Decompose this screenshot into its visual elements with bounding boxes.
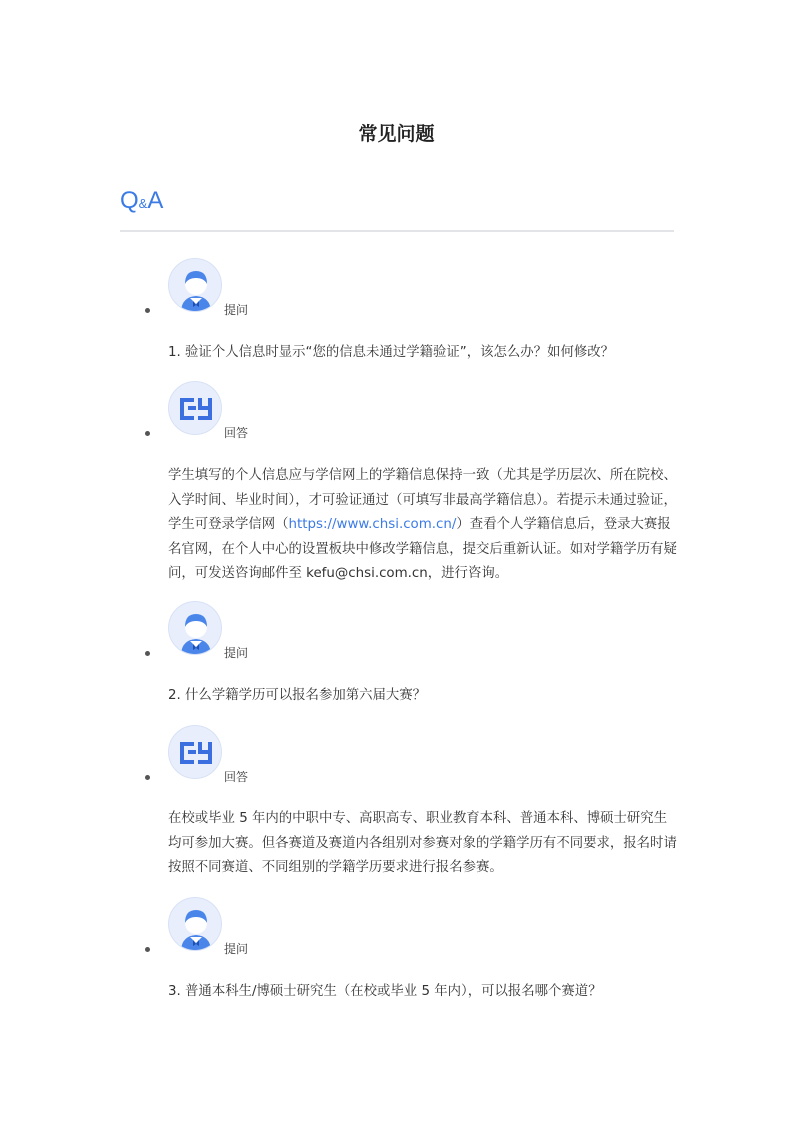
divider <box>120 230 674 232</box>
user-avatar-icon <box>168 258 222 312</box>
list-bullet <box>145 431 150 436</box>
chsi-logo-icon <box>168 725 222 779</box>
question-text: 1. 验证个人信息时显示“您的信息未通过学籍验证”，该怎么办？如何修改？ <box>168 345 615 360</box>
answer-text: 在校或毕业 5 年内的中职中专、高职高专、职业教育本科、普通本科、博硕士研究生均可参加大赛。但各赛道及赛道内各组别对参赛对象的学籍学历有不同要求，报名时请按照不同赛道、不同组别的学籍学历要求进行报名参赛。 <box>168 811 677 875</box>
answer-label: 回答 <box>224 426 249 440</box>
user-avatar-icon <box>168 897 222 951</box>
qa-logo-q: Q <box>120 187 139 214</box>
list-bullet <box>145 308 150 313</box>
ask-label: 提问 <box>224 646 249 660</box>
answer-label: 回答 <box>224 770 249 784</box>
page-title: 常见问题 <box>358 123 435 145</box>
chsi-link[interactable]: https://www.chsi.com.cn/ <box>288 517 457 532</box>
ask-label: 提问 <box>224 303 249 317</box>
answer-text <box>168 464 678 587</box>
chsi-logo-icon <box>168 381 222 435</box>
list-bullet <box>145 947 150 952</box>
ask-label: 提问 <box>224 942 249 956</box>
qa-logo-amp: & <box>138 196 148 211</box>
answer-text-part: 学生填写的个人信息应与学信网上的学籍信息保持一致（尤其是学历层次、所在院校、入学时间、毕业时间），才可验证通过（可填写非最高学籍信息）。若提示未通过验证，学生可登录学信网（ <box>168 468 677 532</box>
qa-logo-a: A <box>147 187 164 214</box>
question-text: 2. 什么学籍学历可以报名参加第六届大赛？ <box>168 688 427 703</box>
list-bullet <box>145 651 150 656</box>
list-bullet <box>145 775 150 780</box>
question-text: 3. 普通本科生/博硕士研究生（在校或毕业 5 年内），可以报名哪个赛道？ <box>168 984 602 999</box>
user-avatar-icon <box>168 601 222 655</box>
answer-text-part: ）查看个人学籍信息后，登录大赛报名官网，在个人中心的设置板块中修改学籍信息，提交后重新认证。如对学籍学历有疑问，可发送咨询邮件至 kefu@chsi.com.cn，进行咨询。 <box>168 517 677 581</box>
qa-logo <box>120 185 163 220</box>
